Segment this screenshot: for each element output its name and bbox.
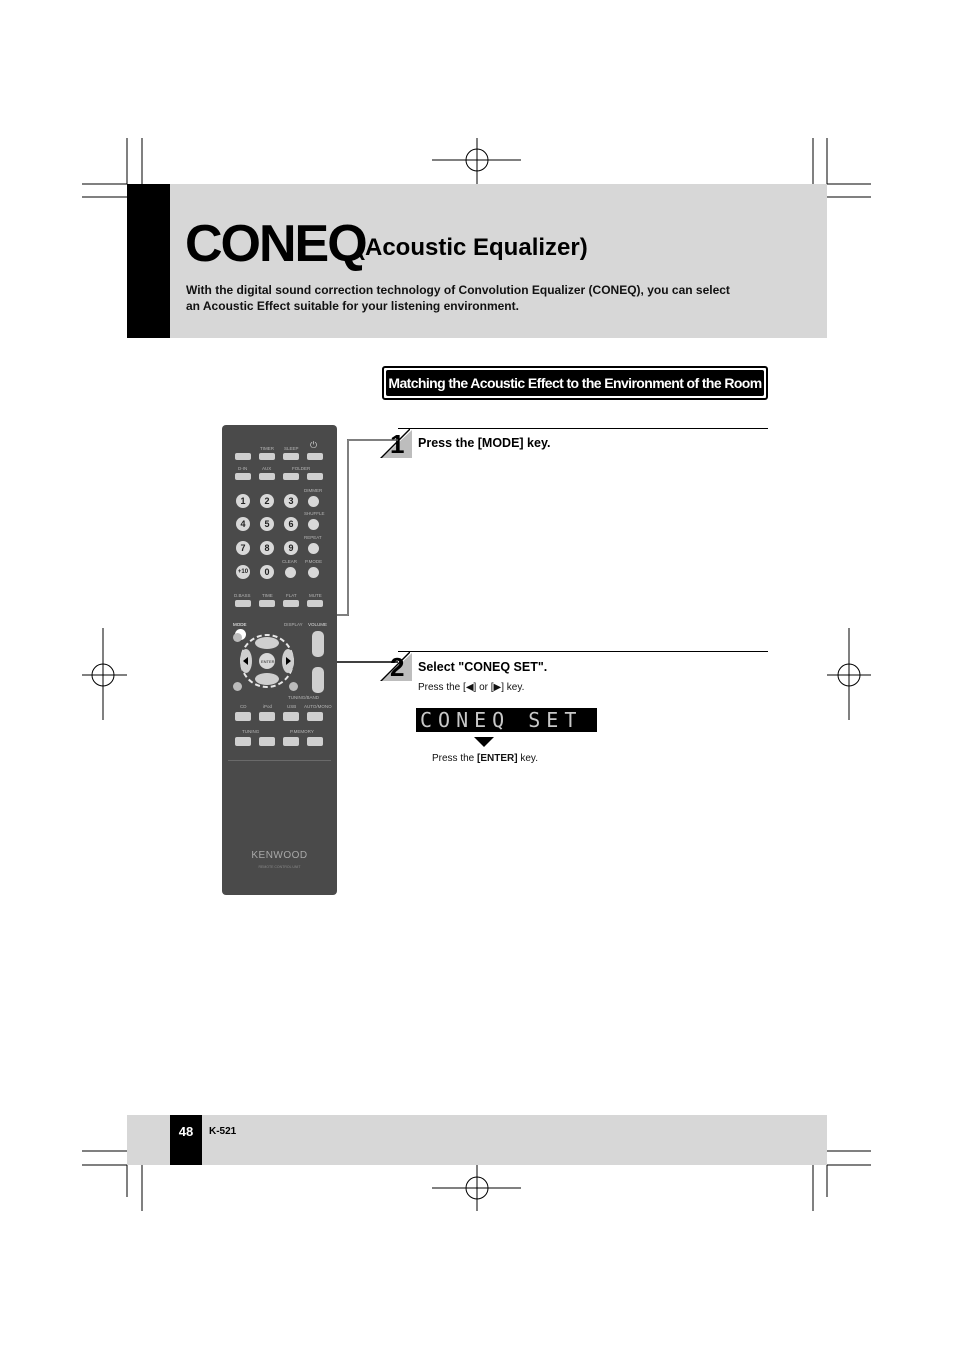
din-button[interactable]: [235, 473, 251, 480]
aux-button[interactable]: [259, 473, 275, 480]
remote-divider: [228, 760, 331, 761]
step-2-number: 2: [390, 652, 405, 682]
remote-caption: REMOTE CONTROL UNIT: [258, 865, 301, 869]
intro-line-2: an Acoustic Effect suitable for your listening environment.: [186, 299, 519, 313]
cd-play-button[interactable]: [235, 712, 251, 721]
skip-back-button[interactable]: [235, 737, 251, 746]
page-subtitle: (Acoustic Equalizer): [357, 234, 588, 261]
step-1-title: Press the [MODE] key.: [418, 436, 551, 450]
repeat-button[interactable]: [308, 543, 319, 554]
flat-button[interactable]: [283, 600, 299, 607]
remote-label-cd: CD: [240, 704, 247, 709]
dbass-button[interactable]: [235, 600, 251, 607]
power-icon: ⏻: [310, 440, 318, 450]
instruction-post: ] key.: [501, 682, 525, 693]
remote-brand: KENWOOD: [251, 850, 308, 861]
pmode-button[interactable]: [308, 567, 319, 578]
num-8-button[interactable]: 8: [260, 541, 274, 555]
right-arrow-icon: ▶: [493, 682, 502, 693]
preset-back-button[interactable]: [283, 737, 299, 746]
mute-button[interactable]: [307, 600, 323, 607]
num-0-button[interactable]: 0: [260, 565, 274, 579]
step-2-title: Select "CONEQ SET".: [418, 660, 548, 674]
remote-label-tunpreset: TUNING: [242, 729, 260, 734]
remote-label-enter: ENTER: [261, 659, 275, 664]
clear-button[interactable]: [285, 567, 296, 578]
num-1-button[interactable]: 1: [236, 494, 250, 508]
after-pre: Press the: [432, 753, 478, 764]
skip-forward-button[interactable]: [259, 737, 275, 746]
num-7-button[interactable]: 7: [236, 541, 250, 555]
nav-corner-bl-button[interactable]: [233, 682, 242, 691]
remote-label-flat: FLAT: [286, 593, 297, 598]
power-button[interactable]: [307, 453, 323, 460]
remote-label-tuning: TUNING/BAND: [288, 695, 320, 700]
remote-label-timer: TIMER: [260, 446, 274, 451]
instruction-pre: Press the [: [418, 682, 466, 693]
remote-label-aux: AUX: [262, 466, 272, 471]
page-title: CONEQ: [185, 215, 366, 273]
instruction-mid: ] or [: [473, 682, 494, 693]
remote-label-repeat: REPEAT: [304, 535, 322, 540]
remote-label-display: DISPLAY: [284, 622, 303, 627]
enter-key-label: [ENTER]: [477, 753, 518, 764]
eject-button[interactable]: [235, 453, 251, 460]
dimmer-button[interactable]: [308, 496, 319, 507]
remote-label-dimmer: DIMMER: [304, 488, 323, 493]
lcd-display: CONEQ SET: [416, 708, 597, 732]
shuffle-button[interactable]: [308, 519, 319, 530]
remote-label-shuffle: SHUFFLE: [304, 511, 325, 516]
intro-line-1: With the digital sound correction technology of Convolution Equalizer (CONEQ), you can select: [186, 283, 730, 297]
ipod-play-button[interactable]: [259, 712, 275, 721]
remote-control: [222, 425, 337, 895]
remote-label-mode: MODE: [233, 622, 247, 627]
time-button[interactable]: [259, 600, 275, 607]
remote-label-ipod: iPod: [263, 704, 273, 709]
remote-label-pmode: P.MODE: [305, 559, 323, 564]
folder-down-button[interactable]: [283, 473, 299, 480]
num-plus10-button[interactable]: +10: [236, 565, 250, 579]
model-name: K-521: [209, 1126, 237, 1137]
remote-label-mute: MUTE: [309, 593, 322, 598]
num-2-button[interactable]: 2: [260, 494, 274, 508]
num-4-button[interactable]: 4: [236, 517, 250, 531]
section-heading: Matching the Acoustic Effect to the Environment of the Room: [386, 370, 764, 396]
left-arrow-icon: ◀: [465, 682, 474, 693]
step-1-number: 1: [390, 429, 405, 459]
folder-up-button[interactable]: [307, 473, 323, 480]
timer-button[interactable]: [259, 453, 275, 460]
remote-label-dbass: D.BASS: [234, 593, 251, 598]
stop-button[interactable]: [307, 712, 323, 721]
remote-label-pmemory: P.MEMORY: [290, 729, 314, 734]
remote-label-usb: USB: [287, 704, 297, 709]
usb-play-button[interactable]: [283, 712, 299, 721]
page-number: 48: [170, 1115, 202, 1165]
remote-label-din: D-IN: [238, 466, 248, 471]
remote-label-folder: FOLDER: [292, 466, 311, 471]
num-5-button[interactable]: 5: [260, 517, 274, 531]
nav-corner-tl-button[interactable]: [233, 633, 242, 642]
remote-label-volume: VOLUME: [308, 622, 328, 627]
remote-label-sleep: SLEEP: [284, 446, 299, 451]
remote-label-clear: CLEAR: [282, 559, 298, 564]
nav-corner-br-button[interactable]: [289, 682, 298, 691]
volume-down-button[interactable]: [312, 667, 324, 693]
remote-label-time: TIME: [262, 593, 273, 598]
volume-up-button[interactable]: [312, 631, 324, 657]
sleep-button[interactable]: [283, 453, 299, 460]
after-post: key.: [517, 753, 538, 764]
remote-label-automono: AUTO/MONO: [304, 704, 332, 709]
num-9-button[interactable]: 9: [284, 541, 298, 555]
num-6-button[interactable]: 6: [284, 517, 298, 531]
preset-forward-button[interactable]: [307, 737, 323, 746]
num-3-button[interactable]: 3: [284, 494, 298, 508]
footer-band: [127, 1115, 827, 1165]
